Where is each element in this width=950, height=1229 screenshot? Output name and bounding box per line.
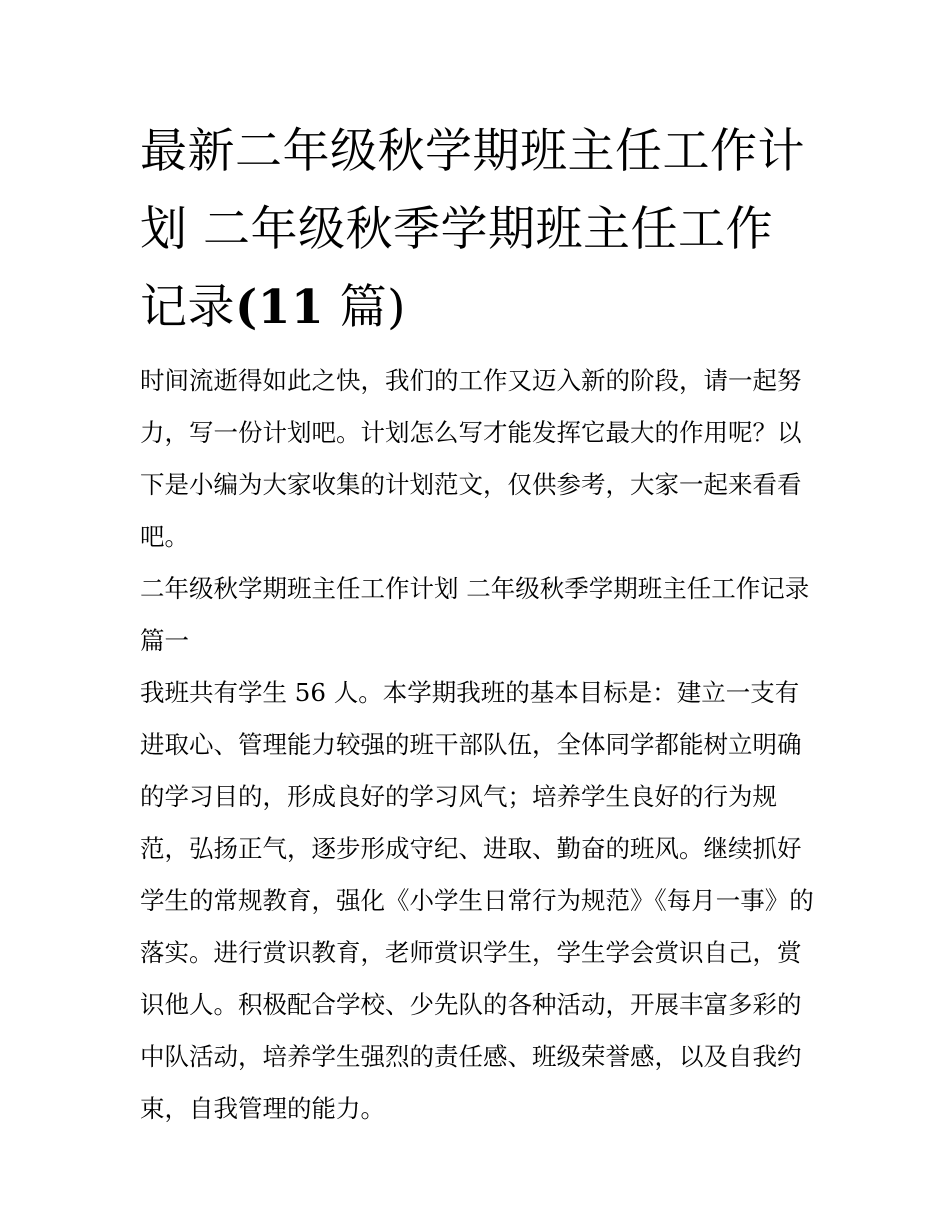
body-paragraph: 我班共有学生 56 人。本学期我班的基本目标是：建立一支有进取心、管理能力较强的班干部队伍，全体同学都能树立明确的学习目的，形成良好的学习风气；培养学生良好的行为规范，弘扬正气，逐步形成守纪、进取、勤奋的班风。继续抓好学生的常规教育，强化《小学生日常行为规范》《每月一事》的落实。进行赏识教育，老师赏识学生，学生学会赏识自己，赏识他人。积极配合学校、少先队的各种活动，开展丰富多彩的中队活动，培养学生强烈的责任感、班级荣誉感，以及自我约束，自我管理的能力。 xyxy=(140,678,814,1123)
document-title xyxy=(140,113,820,347)
intro-paragraph: 时间流逝得如此之快，我们的工作又迈入新的阶段，请一起努力，写一份计划吧。计划怎么写才能发挥它最大的作用呢？以下是小编为大家收集的计划范文，仅供参考，大家一起来看看吧。 xyxy=(140,366,802,551)
document-title-text: 最新二年级秋学期班主任工作计划 二年级秋季学期班主任工作记录 xyxy=(140,124,805,335)
document-title-count: (11 xyxy=(235,280,325,335)
document-title-suffix: 篇) xyxy=(324,280,406,335)
document-body xyxy=(140,113,820,1135)
section-heading: 二年级秋学期班主任工作计划 二年级秋季学期班主任工作记录篇一 xyxy=(140,574,810,655)
